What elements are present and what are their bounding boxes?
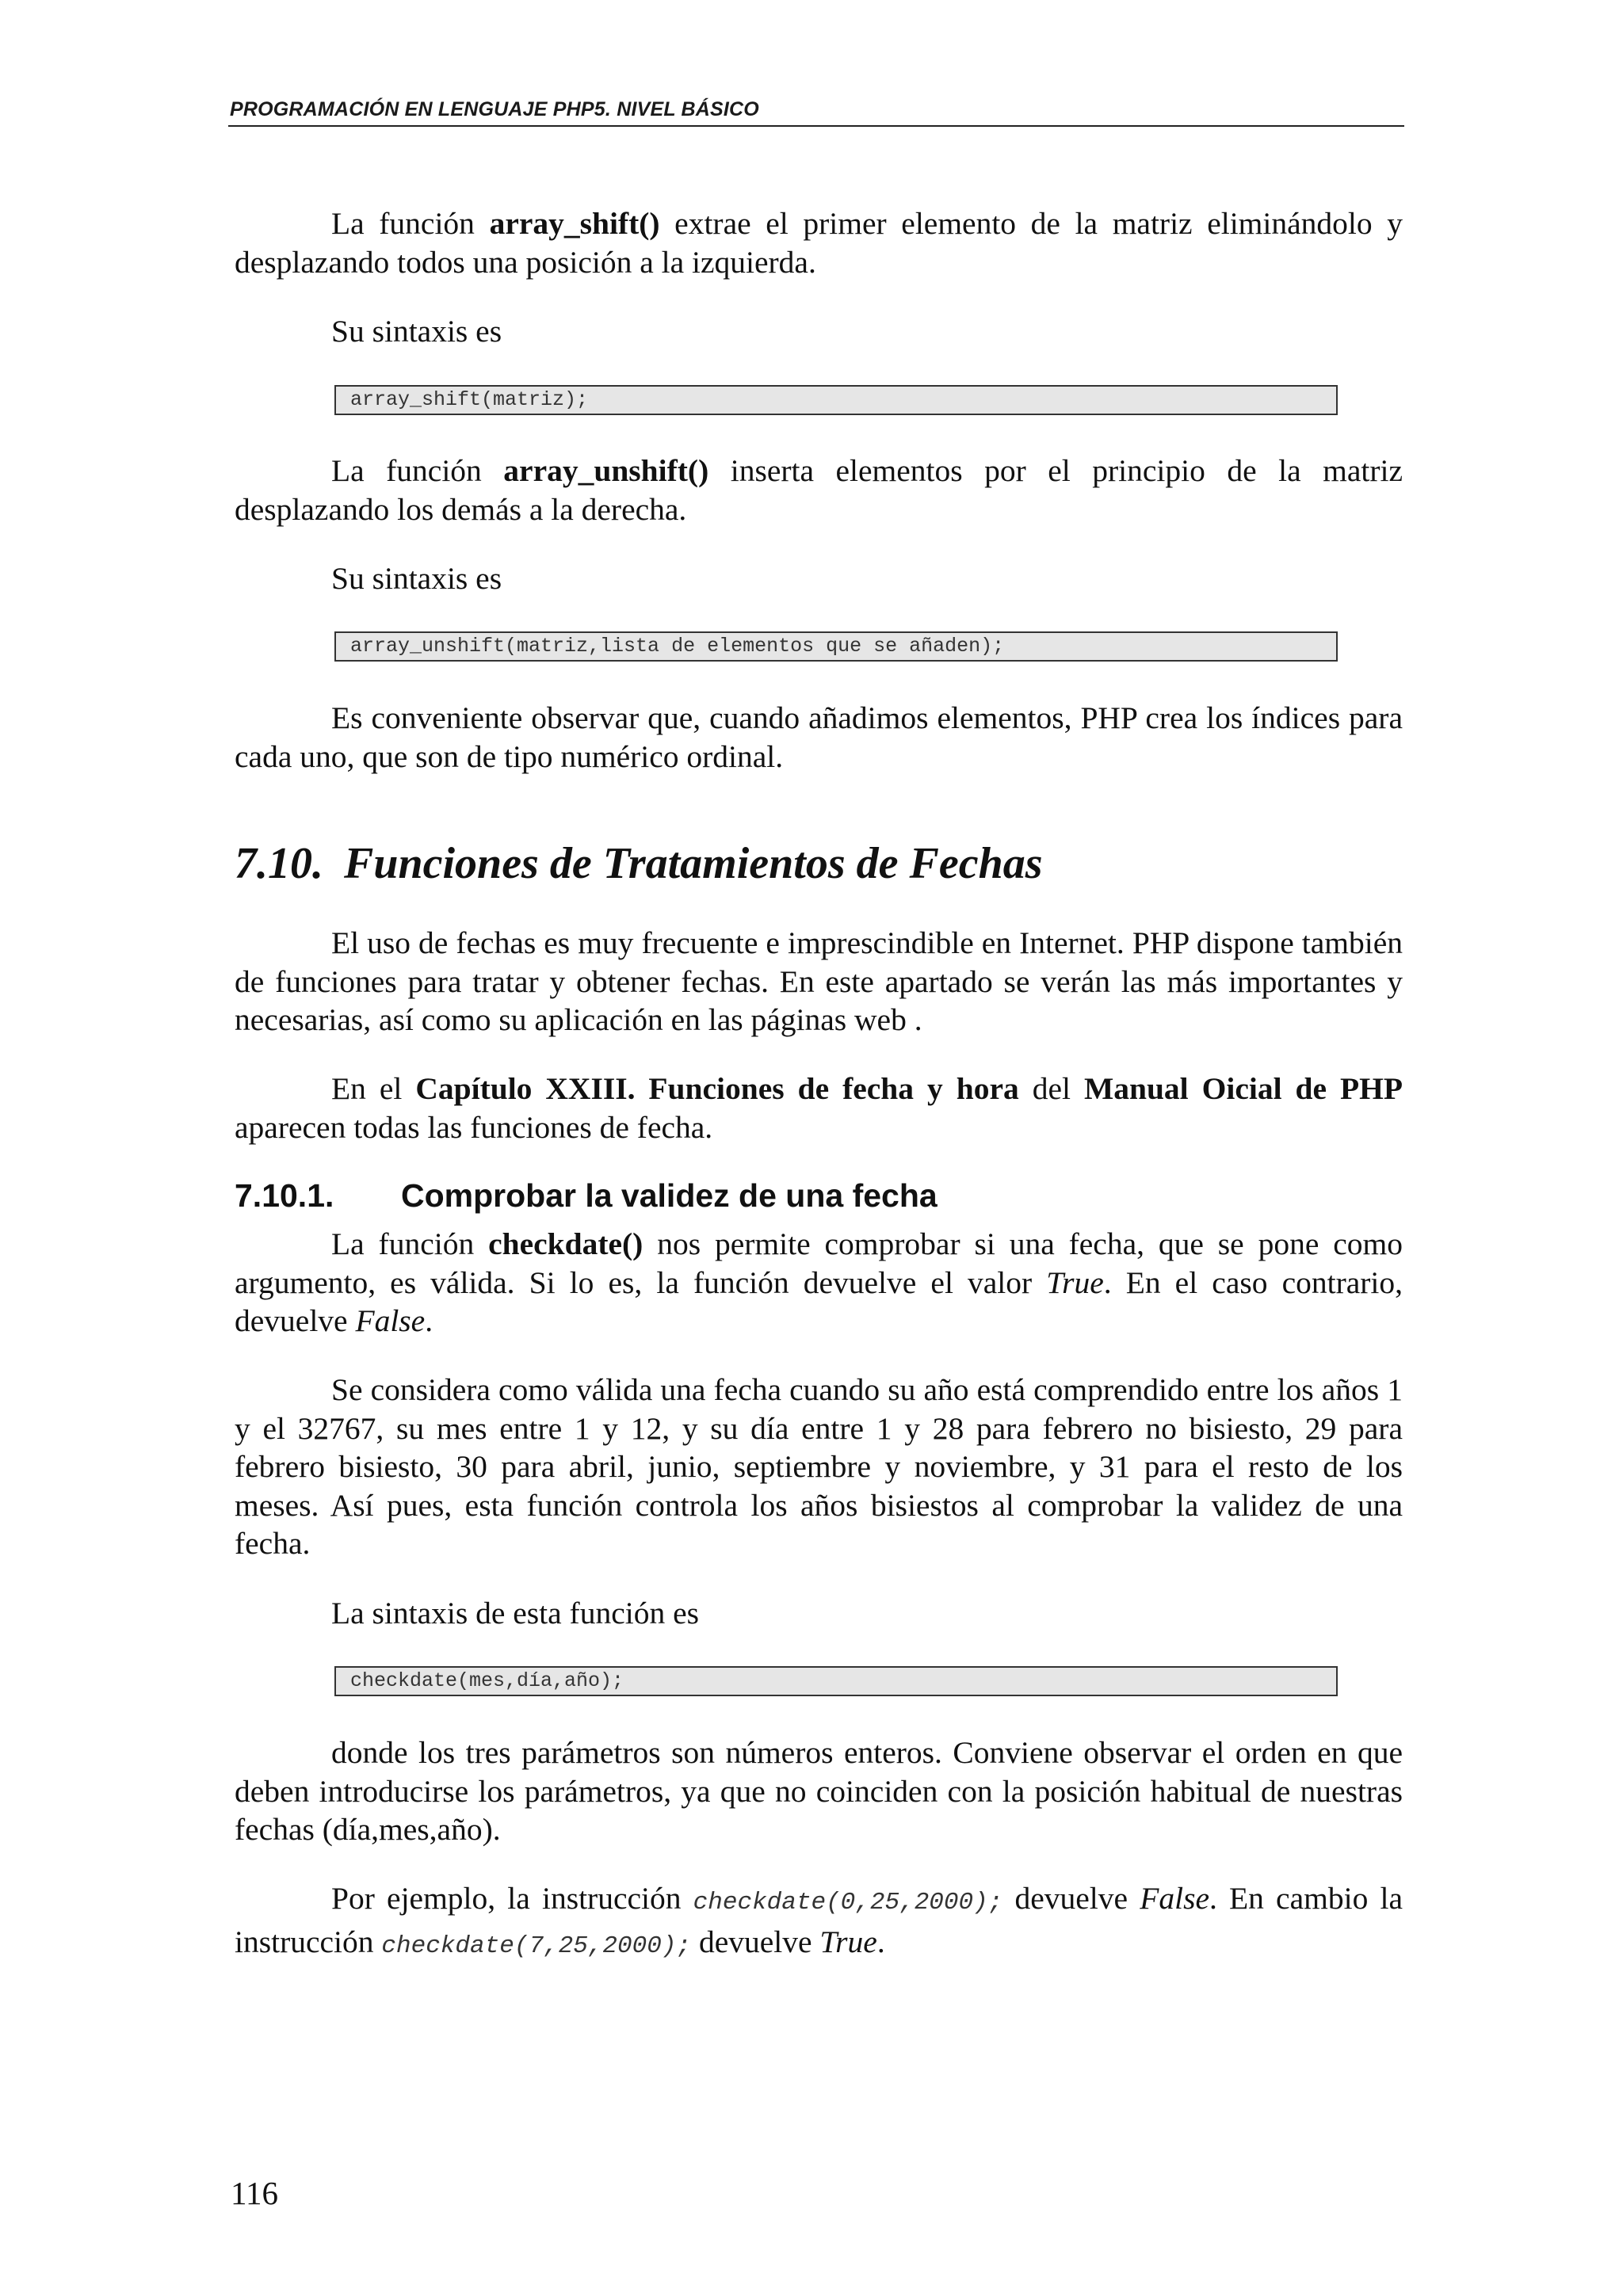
section-number: 7.10. bbox=[235, 839, 323, 888]
subsection-heading bbox=[235, 1177, 938, 1215]
array-shift-code-block: array_shift(matriz); bbox=[334, 385, 1338, 415]
manual-reference-paragraph: En el Capítulo XXIII. Funciones de fecha y hora del Manual Oicial de PHP aparecen todas las funciones de fecha. bbox=[235, 1071, 1403, 1145]
page-number: 116 bbox=[231, 2175, 278, 2211]
manual-reference: Manual Oicial de PHP bbox=[1083, 1071, 1403, 1106]
array-unshift-code-block: array_unshift(matriz,lista de elementos que se añaden); bbox=[334, 631, 1338, 662]
section-heading bbox=[235, 838, 1043, 889]
index-note-paragraph: Es conveniente observar que, cuando añadimos elementos, PHP crea los índices para cada uno, que son de tipo numérico ordinal. bbox=[235, 700, 1403, 774]
subsection-title: Comprobar la validez de una fecha bbox=[401, 1177, 938, 1214]
checkdate-syntax-label: La sintaxis de esta función es bbox=[331, 1596, 699, 1630]
array-unshift-description: La función array_unshift() inserta elementos por el principio de la matriz desplazando los demás a la derecha. bbox=[235, 453, 1403, 527]
subsection-number: 7.10.1. bbox=[235, 1177, 334, 1214]
dates-intro-paragraph: El uso de fechas es muy frecuente e imprescindible en Internet. PHP dispone también de funciones para tratar y obtener fechas. En este apartado se verán las más importantes y necesarias, así como su aplicación en las páginas web . bbox=[235, 925, 1403, 1037]
array-shift-syntax-label: Su sintaxis es bbox=[331, 314, 502, 349]
inline-code-example-false: checkdate(0,25,2000); bbox=[693, 1889, 1003, 1917]
header-rule bbox=[228, 125, 1404, 127]
parameter-order-paragraph: donde los tres parámetros son números enteros. Conviene observar el orden en que deben introducirse los parámetros, ya que no coinciden con la posición habitual de nuestras fechas (día,mes,año). bbox=[235, 1735, 1403, 1847]
checkdate-example-paragraph: Por ejemplo, la instrucción checkdate(0,25,2000); devuelve False. En cambio la instrucción checkdate(7,25,2000); devuelve True. bbox=[235, 1881, 1403, 1960]
inline-code-example-true: checkdate(7,25,2000); bbox=[381, 1932, 692, 1960]
valid-date-rules-paragraph: Se considera como válida una fecha cuando su año está comprendido entre los años 1 y el 32767, su mes entre 1 y 12, y su día entre 1 y 28 para febrero no bisiesto, 29 para febrero bisiesto, 30 para abril, junio, septiembre y noviembre, y 31 para el resto de los meses. Así pues, esta función controla los años bisiestos al comprobar la validez de una fecha. bbox=[235, 1372, 1403, 1561]
checkdate-description: La función checkdate() nos permite comprobar si una fecha, que se pone como argumento, es válida. Si lo es, la función devuelve el valor True. En el caso contrario, devuelve False. bbox=[235, 1226, 1403, 1338]
array-unshift-syntax-label: Su sintaxis es bbox=[331, 561, 502, 596]
array-shift-description: La función array_shift() extrae el primer elemento de la matriz eliminándolo y desplazando todos una posición a la izquierda. bbox=[235, 206, 1403, 280]
section-title: Funciones de Tratamientos de Fechas bbox=[344, 839, 1043, 888]
chapter-reference: Capítulo XXIII. Funciones de fecha y hora bbox=[415, 1071, 1019, 1106]
running-header-title: PROGRAMACIÓN EN LENGUAJE PHP5. NIVEL BÁSICO bbox=[230, 98, 759, 120]
array-shift-function-name: array_shift() bbox=[489, 206, 660, 241]
checkdate-code-block: checkdate(mes,día,año); bbox=[334, 1666, 1338, 1696]
array-unshift-function-name: array_unshift() bbox=[503, 453, 709, 488]
checkdate-function-name: checkdate() bbox=[488, 1226, 643, 1261]
